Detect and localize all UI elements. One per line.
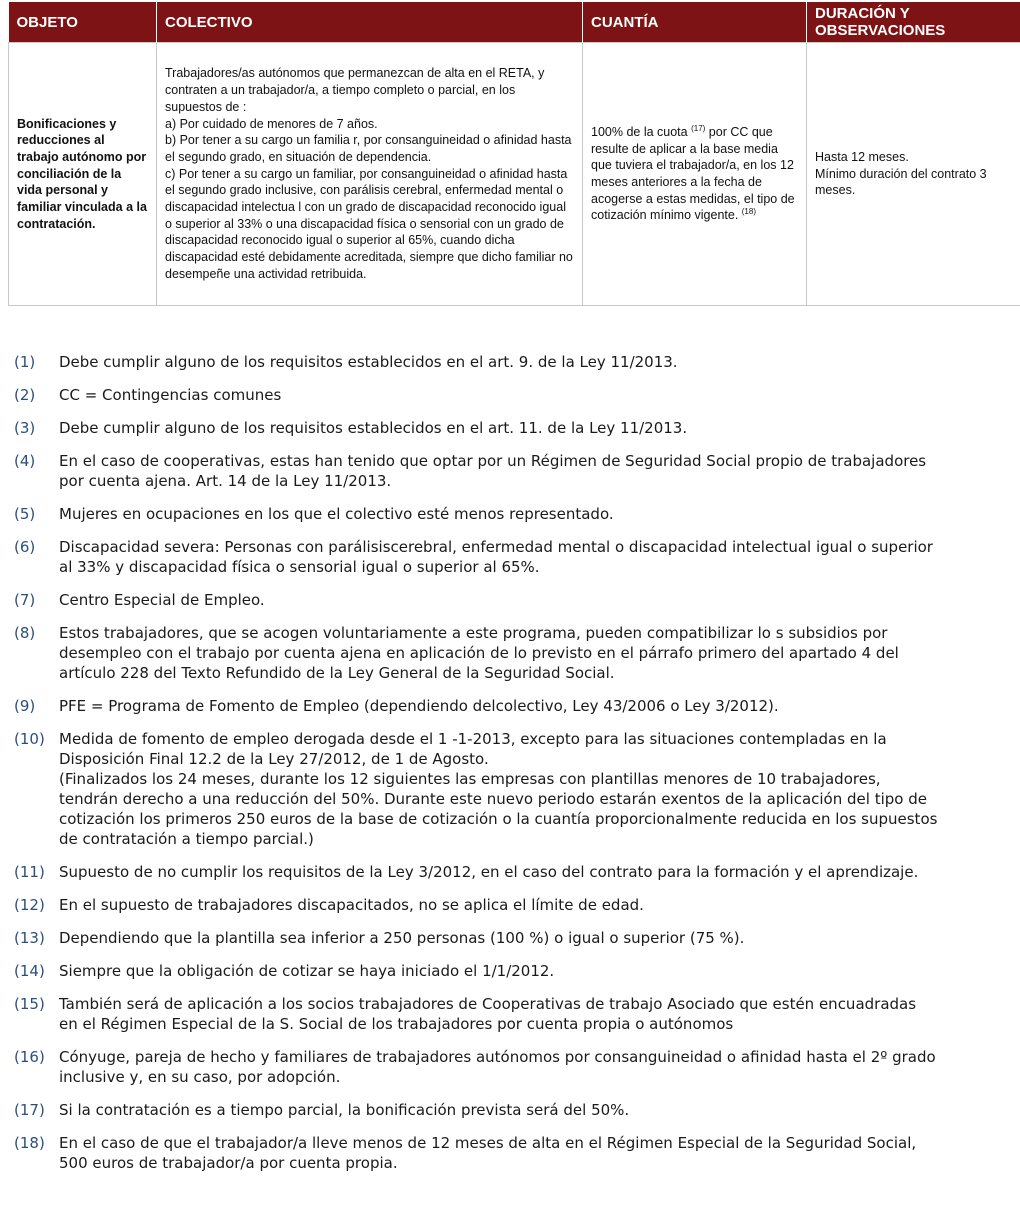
footnote-text: PFE = Programa de Fomento de Empleo (dependiendo delcolectivo, Ley 43/2006 o Ley 3/2012). [59, 697, 779, 715]
footnote-number: (3) [14, 419, 36, 437]
header-colectivo: COLECTIVO [157, 2, 583, 43]
cuantia-text-2: por CC que resulte de aplicar a la base media que tuviera el trabajador/a, en los 12 meses anteriores a la fecha de acogerse a estas medidas, el tipo de cotización mínimo vigente. [591, 124, 795, 223]
footnote-text: En el caso de que el trabajador/a lleve menos de 12 meses de alta en el Régimen Especial de la Seguridad Social, 500 euros de trabajador/a por cuenta propia. [59, 1134, 917, 1172]
footnote-item [14, 623, 1020, 683]
footnote-text: Centro Especial de Empleo. [59, 591, 265, 609]
cuantia-text-1: 100% de la cuota [591, 124, 692, 139]
footnote-number: (12) [14, 896, 45, 914]
header-cuantia: CUANTÍA [583, 2, 807, 43]
footnote-text: Mujeres en ocupaciones en los que el colectivo esté menos representado. [59, 505, 614, 523]
footnote-number: (6) [14, 538, 36, 556]
footnote-item [14, 1047, 1020, 1087]
footnote-item [14, 1100, 1020, 1120]
footnote-number: (5) [14, 505, 36, 523]
footnote-item [14, 451, 1020, 491]
table-header-row [9, 2, 1020, 43]
cell-colectivo: Trabajadores/as autónomos que permanezcan de alta en el RETA, y contraten a un trabajador/a, a tiempo completo o parcial, en los supuestos de : a) Por cuidado de menores de 7 años. b) Por tener a su cargo un familia r, por consanguineidad o afinidad hasta el segundo grado, en situación de dependencia. c) Por tener a su cargo un familiar, por consanguineidad o afinidad hasta el segundo grado inclusive, con parálisis cerebral, enfermedad mental o discapacidad intelectua l con un grado de discapacidad reconocido igual o superior al 33% o una discapacidad física o sensorial con un grado de discapacidad reconocido igual o superior al 65%, cuando dicha discapacidad esté debidamente acreditada, siempre que dicho familiar no desempeñe una actividad retribuida. [157, 43, 583, 306]
footnote-item [14, 352, 1020, 372]
footnote-item [14, 994, 1020, 1034]
footnote-item [14, 590, 1020, 610]
footnote-ref-17: (17) [691, 123, 706, 133]
footnote-item [14, 1133, 1020, 1173]
footnote-text: Debe cumplir alguno de los requisitos establecidos en el art. 9. de la Ley 11/2013. [59, 353, 678, 371]
footnote-number: (14) [14, 962, 45, 980]
footnote-number: (10) [14, 730, 45, 748]
cell-objeto: Bonificaciones y reducciones al trabajo autónomo por conciliación de la vida personal y familiar vinculada a la contratación. [9, 43, 157, 306]
footnote-item [14, 385, 1020, 405]
cell-cuantia [583, 43, 807, 306]
footnote-item [14, 928, 1020, 948]
footnote-text: Discapacidad severa: Personas con parálisiscerebral, enfermedad mental o discapacidad intelectual igual o superior al 33% y discapacidad física o sensorial igual o superior al 65%. [59, 538, 933, 576]
footnote-text: En el supuesto de trabajadores discapacitados, no se aplica el límite de edad. [59, 896, 644, 914]
footnote-text: Siempre que la obligación de cotizar se haya iniciado el 1/1/2012. [59, 962, 555, 980]
table-row [9, 43, 1020, 306]
footnote-text: Cónyuge, pareja de hecho y familiares de trabajadores autónomos por consanguineidad o afinidad hasta el 2º grado inclusive y, en su caso, por adopción. [59, 1048, 936, 1086]
footnote-number: (2) [14, 386, 36, 404]
footnote-number: (11) [14, 863, 45, 881]
footnote-number: (4) [14, 452, 36, 470]
footnote-number: (1) [14, 353, 36, 371]
footnote-text: También será de aplicación a los socios trabajadores de Cooperativas de trabajo Asociado que estén encuadradas en el Régimen Especial de la S. Social de los trabajadores por cuenta propia o autónomos [59, 995, 917, 1033]
footnote-text: En el caso de cooperativas, estas han tenido que optar por un Régimen de Seguridad Social propio de trabajadores por cuenta ajena. Art. 14 de la Ley 11/2013. [59, 452, 927, 490]
footnote-number: (15) [14, 995, 45, 1013]
footnote-text: Estos trabajadores, que se acogen voluntariamente a este programa, pueden compatibilizar lo s subsidios por desempleo con el trabajo por cuenta ajena en aplicación de lo previsto en el párrafo primero del apartado 4 del artículo 228 del Texto Refundido de la Ley General de la Seguridad Social. [59, 624, 899, 682]
bonificaciones-table [8, 2, 1020, 306]
footnotes-list [14, 352, 1020, 1186]
footnote-item [14, 729, 1020, 849]
footnote-item [14, 504, 1020, 524]
footnote-number: (7) [14, 591, 36, 609]
cell-duracion: Hasta 12 meses. Mínimo duración del contrato 3 meses. [807, 43, 1020, 306]
header-duracion: DURACIÓN Y OBSERVACIONES [807, 2, 1020, 43]
footnote-item [14, 418, 1020, 438]
header-objeto: OBJETO [9, 2, 157, 43]
footnote-ref-18: (18) [741, 207, 756, 217]
footnote-item [14, 537, 1020, 577]
footnote-number: (17) [14, 1101, 45, 1119]
footnote-text: Medida de fomento de empleo derogada desde el 1 -1-2013, excepto para las situaciones contempladas en la Disposición Final 12.2 de la Ley 27/2012, de 1 de Agosto. (Finalizados los 24 meses, durante los 12 siguientes las empresas con plantillas menores de 10 trabajadores, tendrán derecho a una reducción del 50%. Durante este nuevo periodo estarán exentos de la aplicación del tipo de cotización los primeros 250 euros de la base de cotización o la cuantía proporcionalmente reducida en los supuestos de contratación a tiempo parcial.) [59, 730, 938, 848]
footnote-text: Dependiendo que la plantilla sea inferior a 250 personas (100 %) o igual o superior (75 %). [59, 929, 745, 947]
footnote-text: Si la contratación es a tiempo parcial, la bonificación prevista será del 50%. [59, 1101, 630, 1119]
footnote-item [14, 895, 1020, 915]
footnote-text: Debe cumplir alguno de los requisitos establecidos en el art. 11. de la Ley 11/2013. [59, 419, 688, 437]
footnote-number: (8) [14, 624, 36, 642]
footnote-item [14, 961, 1020, 981]
footnote-item [14, 862, 1020, 882]
footnote-item [14, 696, 1020, 716]
footnote-number: (9) [14, 697, 36, 715]
footnote-number: (18) [14, 1134, 45, 1152]
footnote-number: (16) [14, 1048, 45, 1066]
footnote-text: CC = Contingencias comunes [59, 386, 282, 404]
footnote-number: (13) [14, 929, 45, 947]
footnote-text: Supuesto de no cumplir los requisitos de la Ley 3/2012, en el caso del contrato para la formación y el aprendizaje. [59, 863, 919, 881]
